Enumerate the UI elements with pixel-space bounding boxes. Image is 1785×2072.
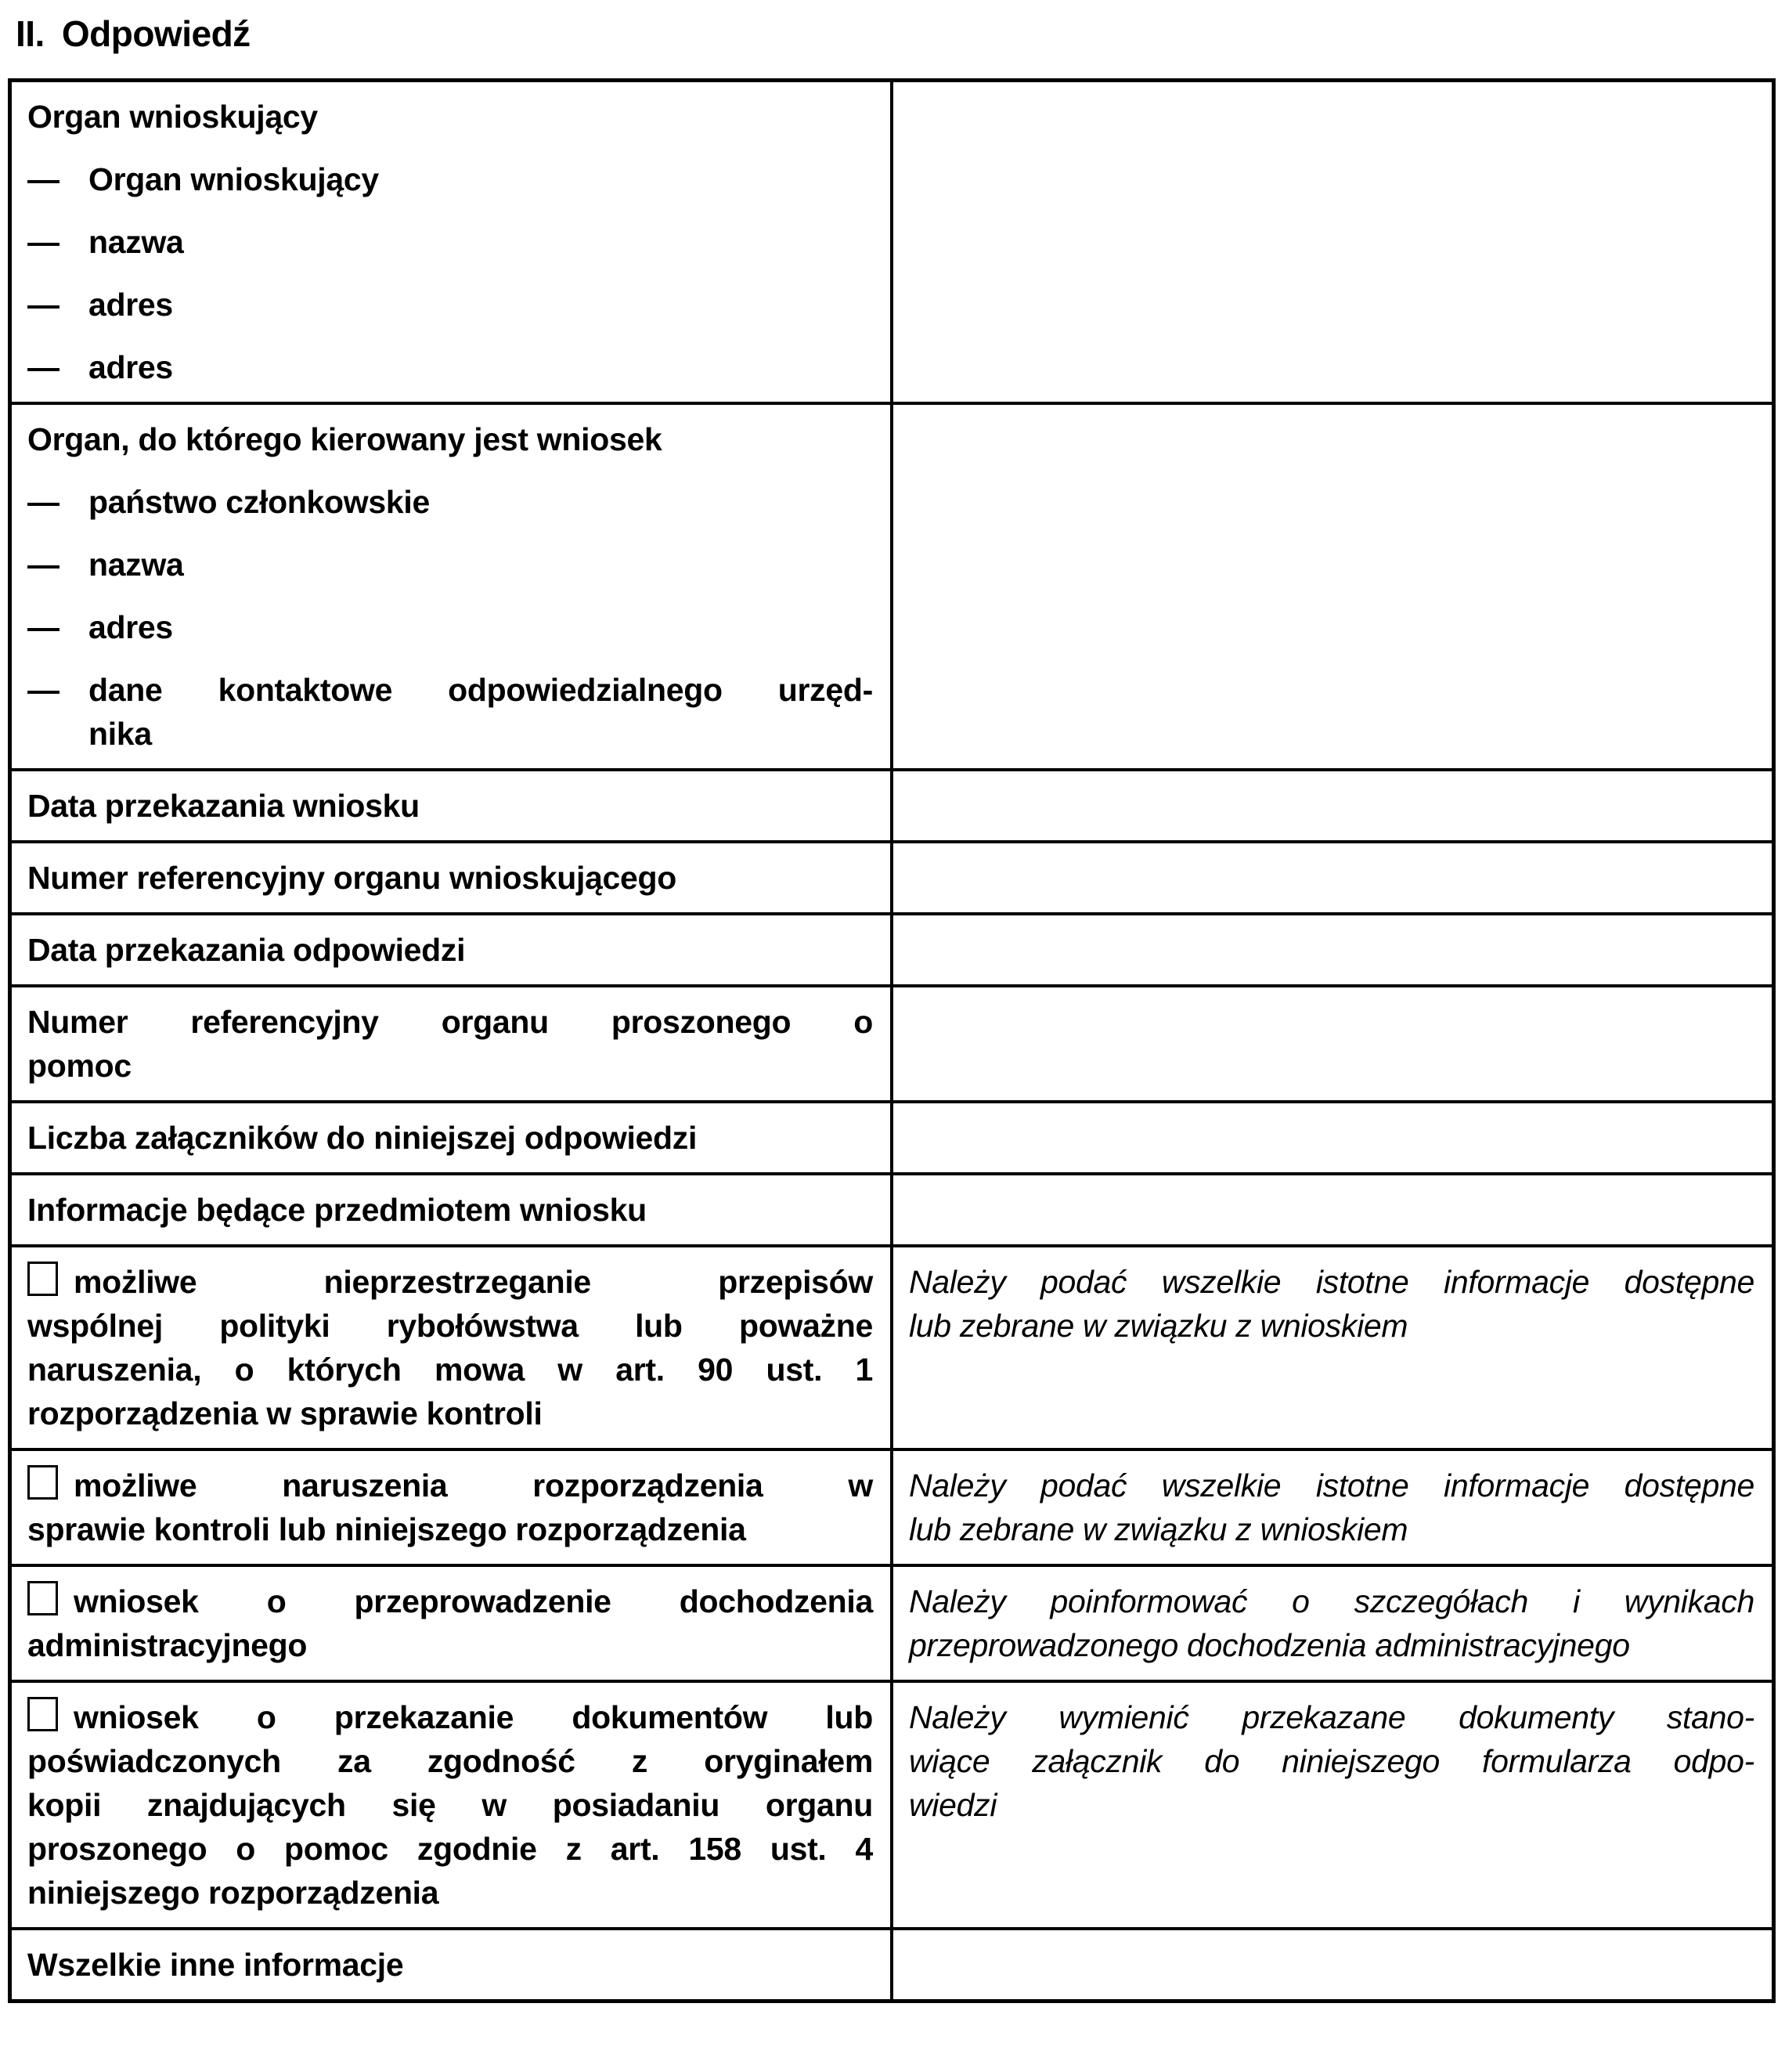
text-line (27, 1464, 873, 1507)
text-line (27, 1695, 873, 1739)
table-row (10, 914, 1774, 986)
text-line: Organ wnioskujący (88, 161, 379, 197)
text-line: pomoc (27, 1048, 132, 1084)
dash-item (27, 543, 873, 587)
note-cell (892, 1681, 1774, 1929)
checkbox-icon[interactable] (27, 1262, 58, 1296)
text-line: przeprowadzonego dochodzenia administracyjnego (909, 1627, 1630, 1663)
empty-value-cell (892, 842, 1774, 914)
dash-icon: — (27, 672, 60, 708)
empty-value-cell (892, 1102, 1774, 1174)
table-row (10, 1174, 1774, 1246)
empty-value-cell (892, 986, 1774, 1102)
text-line: państwo członkowskie (88, 484, 430, 520)
table-row (10, 1246, 1774, 1449)
dash-item-text (88, 157, 873, 201)
text-line: Liczba załączników do niniejszej odpowiedzi (27, 1120, 698, 1156)
response-form-table (8, 78, 1776, 2003)
label-cell (10, 1565, 892, 1681)
empty-value-cell (892, 1929, 1774, 2002)
dash-icon: — (27, 287, 60, 323)
checkbox-label: wniosek o przeprowadzenie dochodzenia (74, 1583, 873, 1619)
label-cell (10, 842, 892, 914)
checkbox-icon[interactable] (27, 1697, 58, 1731)
text-line: naruszenia, o których mowa w art. 90 ust. 1 (27, 1352, 873, 1388)
label-cell (10, 1174, 892, 1246)
table-row (10, 403, 1774, 770)
checkbox-label: możliwe nieprzestrzeganie przepisów (74, 1264, 873, 1300)
dash-item-text (88, 283, 873, 327)
text-line: Numer referencyjny organu wnioskującego (27, 860, 677, 896)
dash-item-text (88, 220, 873, 264)
dash-item (27, 345, 873, 389)
text-line: nazwa (88, 224, 184, 260)
table-row (10, 986, 1774, 1102)
table-row (10, 1929, 1774, 2002)
text-line: wiedzi (909, 1787, 997, 1823)
dash-item (27, 157, 873, 201)
dash-item-text (88, 345, 873, 389)
section-numeral: II. (16, 13, 45, 54)
text-line: nazwa (88, 547, 184, 583)
checkbox-label: możliwe naruszenia rozporządzenia w (74, 1467, 873, 1503)
response-table-body (10, 81, 1774, 2002)
table-row (10, 1565, 1774, 1681)
text-line: kopii znajdujących się w posiadaniu organu (27, 1787, 873, 1823)
empty-value-cell (892, 770, 1774, 842)
text-line: lub zebrane w związku z wnioskiem (909, 1308, 1408, 1344)
dash-item-text (88, 480, 873, 524)
label-cell (10, 1246, 892, 1449)
dash-item-text (88, 605, 873, 649)
text-line (27, 1260, 873, 1304)
dash-item (27, 220, 873, 264)
table-row (10, 1449, 1774, 1565)
empty-value-cell (892, 403, 1774, 770)
table-row (10, 81, 1774, 404)
text-line: Data przekazania wniosku (27, 788, 420, 824)
label-cell (10, 986, 892, 1102)
text-line: lub zebrane w związku z wnioskiem (909, 1511, 1408, 1547)
note-cell (892, 1449, 1774, 1565)
empty-value-cell (892, 1174, 1774, 1246)
text-line: poświadczonych za zgodność z oryginałem (27, 1743, 873, 1779)
dash-item (27, 480, 873, 524)
text-line: Należy podać wszelkie istotne informacje dostępne (909, 1467, 1754, 1503)
text-line: Należy wymienić przekazane dokumenty stano- (909, 1699, 1754, 1735)
text-line: wspólnej polityki rybołówstwa lub poważne (27, 1308, 873, 1344)
dash-icon: — (27, 484, 60, 520)
label-cell (10, 1929, 892, 2002)
text-line: Organ, do którego kierowany jest wniosek (27, 421, 662, 457)
text-line: niniejszego rozporządzenia (27, 1875, 439, 1911)
section-title-text: Odpowiedź (61, 13, 251, 54)
label-cell (10, 770, 892, 842)
dash-item-text (88, 668, 873, 756)
text-line: sprawie kontroli lub niniejszego rozporządzenia (27, 1511, 746, 1547)
checkbox-label: wniosek o przekazanie dokumentów lub (74, 1699, 873, 1735)
text-line: Numer referencyjny organu proszonego o (27, 1004, 873, 1040)
text-line: Informacje będące przedmiotem wniosku (27, 1192, 647, 1228)
text-line: dane kontaktowe odpowiedzialnego urzęd- (88, 672, 873, 708)
checkbox-icon[interactable] (27, 1581, 58, 1615)
label-cell (10, 1681, 892, 1929)
note-cell (892, 1246, 1774, 1449)
text-line: rozporządzenia w sprawie kontroli (27, 1395, 543, 1431)
text-line: proszonego o pomoc zgodnie z art. 158 ust. 4 (27, 1831, 873, 1867)
text-line: adres (88, 349, 173, 385)
dash-item-text (88, 543, 873, 587)
dash-icon: — (27, 349, 60, 385)
checkbox-icon[interactable] (27, 1465, 58, 1500)
page-title (16, 13, 251, 55)
empty-value-cell (892, 81, 1774, 404)
table-row (10, 1102, 1774, 1174)
text-line: Data przekazania odpowiedzi (27, 932, 466, 968)
text-line: administracyjnego (27, 1627, 308, 1663)
text-line: adres (88, 287, 173, 323)
label-cell (10, 403, 892, 770)
text-line: Organ wnioskujący (27, 99, 318, 135)
text-line: Należy podać wszelkie istotne informacje dostępne (909, 1264, 1754, 1300)
label-cell (10, 81, 892, 404)
dash-item (27, 283, 873, 327)
text-line: adres (88, 609, 173, 645)
table-row (10, 770, 1774, 842)
label-cell (10, 1102, 892, 1174)
dash-item (27, 605, 873, 649)
dash-icon: — (27, 609, 60, 645)
text-line: nika (88, 716, 152, 752)
dash-item (27, 668, 873, 756)
text-line: Należy poinformować o szczegółach i wynikach (909, 1583, 1754, 1619)
text-line (27, 1579, 873, 1623)
empty-value-cell (892, 914, 1774, 986)
dash-icon: — (27, 161, 60, 197)
dash-icon: — (27, 224, 60, 260)
table-row (10, 842, 1774, 914)
table-row (10, 1681, 1774, 1929)
label-cell (10, 914, 892, 986)
dash-icon: — (27, 547, 60, 583)
text-line: Wszelkie inne informacje (27, 1947, 404, 1983)
text-line: wiące załącznik do niniejszego formularza odpo- (909, 1743, 1754, 1779)
label-cell (10, 1449, 892, 1565)
note-cell (892, 1565, 1774, 1681)
